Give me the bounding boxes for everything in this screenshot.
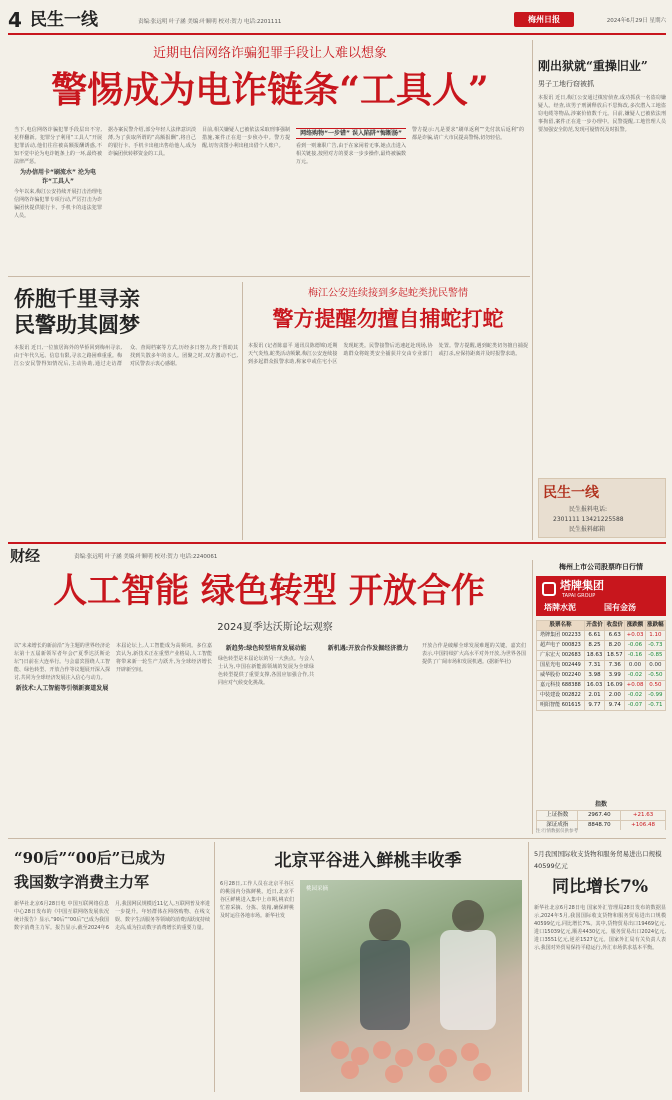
stock-company-en: TAPAI GROUP xyxy=(562,593,596,599)
stock-row xyxy=(537,691,666,701)
stock-cell: 8.20 xyxy=(605,641,625,651)
stock-header-cell: 涨跌额 xyxy=(625,621,646,631)
a1-col1b-text: 今年以来,梅江公安持续开展打击治理电信网络诈骗犯罪专项行动,严厉打击为诈骗团伙提供银行卡、手机卡的违法犯罪人员。 xyxy=(14,189,102,219)
stock-cell: 中装建设 002822 xyxy=(537,691,585,701)
section-title: 民生一线 xyxy=(30,10,98,30)
side-subtitle: 男子工地行窃被抓 xyxy=(538,80,594,88)
stock-header-cell: 股票名称 xyxy=(537,621,585,631)
a2-body xyxy=(14,344,238,536)
a1-col2 xyxy=(108,126,196,266)
a6-photo xyxy=(300,880,522,1092)
index-cell: +21.63 xyxy=(621,811,666,821)
a4-body1: 以“未来增长的新前沿”为主题的世界经济论坛第十五届新领军者年会(“夏季达沃斯论坛”)日前在大连举行。与会嘉宾围绕人工智能、绿色转型、开放合作等议题展开深入探讨,共同为全球经济发展注入信心与动力。 xyxy=(14,643,110,681)
a1-col5-text: 警方提示:凡是要求“刷单返利”“先付款后返利”的都是诈骗,请广大市民提高警惕,切勿轻信。 xyxy=(412,127,524,141)
a1-col3 xyxy=(202,126,290,266)
page-number: 4 xyxy=(8,8,22,32)
a4-subtitle: 2024夏季达沃斯论坛观察 xyxy=(217,622,333,633)
a1-col4-text: 看到一则兼职广告,由于在家闲着无事,她点击进入相关链接,按照对方的要求一步步操作,最终被骗数万元。 xyxy=(296,143,406,165)
stock-cell: 明阳智能 601615 xyxy=(537,701,585,711)
a3-body-text: 本报讯 (记者陈嘉平 通讯员陈德锦)近期天气炎热,蛇类活动频繁,梅江公安连续接到多起群众报警求助,称家中或住宅小区发现蛇类。民警接警后迅速赶赴现场,协助群众将蛇类安全捕获并交由专业部门处置。警方提醒,遇到蛇类切勿擅自捕捉或打杀,应保持距离并及时报警求助。 xyxy=(248,343,528,365)
stock-cell: 18.57 xyxy=(605,651,625,661)
tapai-logo-icon xyxy=(542,582,556,596)
stock-cell: -0.02 xyxy=(625,671,646,681)
a2-headline-line2: 民警助其圆梦 xyxy=(14,312,140,337)
a4-body4: 开放合作是破解全球发展难题的关键。嘉宾们表示,中国持续扩大高水平对外开放,为世界各国提供了广阔市场和发展机遇。(据新华社) xyxy=(422,643,526,665)
a4-col5 xyxy=(422,642,526,818)
stock-title: 梅州上市公司股票昨日行情 xyxy=(559,563,643,571)
stock-divider xyxy=(532,560,533,834)
stock-header-cell: 开盘价 xyxy=(584,621,604,631)
index-label: 指数 xyxy=(594,801,607,808)
stock-row xyxy=(537,681,666,691)
stock-cell: 8.25 xyxy=(584,641,604,651)
a1-col4 xyxy=(296,126,406,266)
a4-col4 xyxy=(320,642,416,818)
paper-logo: 梅州日报 xyxy=(514,12,574,27)
a4-col1 xyxy=(14,642,110,818)
page-header xyxy=(8,8,666,32)
side-body xyxy=(538,94,666,472)
index-cell: 2967.40 xyxy=(578,811,621,821)
stock-table-wrap xyxy=(536,620,666,798)
stock-cell: 0.50 xyxy=(645,681,665,691)
stock-cell: -0.71 xyxy=(645,701,665,711)
stock-cell: 16.09 xyxy=(605,681,625,691)
stock-cell: 6.63 xyxy=(605,631,625,641)
a4-subhead-a: 新技术:人工智能等引领新赛道发展 xyxy=(15,685,109,692)
a4-headline: 人工智能 绿色转型 开放合作 xyxy=(53,571,485,611)
stock-cell: 9.77 xyxy=(584,701,604,711)
ad-line3: 民生报料邮箱 xyxy=(569,526,606,533)
stock-cell: 塔牌集团 002233 xyxy=(537,631,585,641)
stock-cell: 2.01 xyxy=(584,691,604,701)
stock-cell: 3.99 xyxy=(605,671,625,681)
a1-col2-text: 据办案民警介绍,部分年轻人法律意识淡薄,为了获取所谓的“高额报酬”,将自己的银行卡、手机卡出租出售给他人,成为诈骗团伙转移资金的工具。 xyxy=(108,127,196,157)
stock-row xyxy=(537,631,666,641)
stock-cell: 3.98 xyxy=(584,671,604,681)
stock-row xyxy=(537,671,666,681)
stock-slogan-a: 塔牌水泥 xyxy=(544,603,576,612)
stock-cell: 超声电子 000823 xyxy=(537,641,585,651)
ad-title: 民生一线 xyxy=(543,485,599,501)
index-cell: 上证指数 xyxy=(537,811,578,821)
a1-quote: 网络购物“一步错” 误入陷阱“悔断肠” xyxy=(296,128,406,139)
stock-row xyxy=(537,661,666,671)
stock-header-row xyxy=(537,621,666,631)
stock-table xyxy=(536,620,666,711)
a2-headline xyxy=(14,286,164,338)
a2-headline-line1: 侨胞千里寻亲 xyxy=(14,286,140,311)
index-table-wrap xyxy=(536,810,666,830)
a4-col3 xyxy=(218,642,314,818)
a7-divider xyxy=(528,842,529,1092)
side-body-text: 本报讯 近日,梅江公安通过缜密侦查,成功抓获一名盗窃嫌疑人。经查,该男子刑满释放后不思悔改,多次潜入工地盗窃电缆等物品,涉案价值数千元。目前,嫌疑人已被依法刑事拘留,案件正在进一步办理中。民警提醒,工地管理人员要加强安全防范,发现可疑情况及时报警。 xyxy=(538,95,666,133)
a1-subhead: 为办信用卡“刷流水” 沦为电诈“工具人” xyxy=(20,169,96,185)
a1-col1-text: 当下,电信网络诈骗犯罪手段层出不穷,花样翻新。犯罪分子利用“工具人”开展犯罪活动,他们往往被高额报酬诱惑,不知不觉中沦为电诈链条上的一环,最终被法律严惩。 xyxy=(14,127,102,165)
stock-panel xyxy=(536,560,666,836)
ad-line2: 2301111 13421225588 xyxy=(553,516,624,523)
stock-cell: 威华股份 002240 xyxy=(537,671,585,681)
stock-cell: 18.63 xyxy=(584,651,604,661)
finance-rule xyxy=(8,542,666,544)
stock-note: 注:行情数据仅供参考 xyxy=(536,829,579,834)
stock-cell: 1.10 xyxy=(645,631,665,641)
a1-col1 xyxy=(14,126,102,266)
stock-cell: -0.50 xyxy=(645,671,665,681)
stock-cell: 0.00 xyxy=(645,661,665,671)
a7-body xyxy=(534,904,666,1092)
a1-headline: 警惕成为电诈链条“工具人” xyxy=(51,69,489,111)
index-cell: 8848.70 xyxy=(578,821,621,831)
a3-headline: 警方提醒勿擅自捕蛇打蛇 xyxy=(272,306,504,331)
finance-staff: 责编:张远明 叶子涵 美编:叶顺明 校对:贺力 电话:2240061 xyxy=(74,554,218,560)
date-line: 2024年6月29日 星期六 xyxy=(606,18,666,24)
stock-header-cell: 涨跌幅 xyxy=(645,621,665,631)
stock-row xyxy=(537,701,666,711)
index-table xyxy=(536,810,666,830)
stock-cell: 7.36 xyxy=(605,661,625,671)
a3-kicker: 梅江公安连续接到多起蛇类扰民警情 xyxy=(308,288,468,299)
stock-cell: 广东宏大 002683 xyxy=(537,651,585,661)
a5-body xyxy=(14,900,210,1090)
finance-bottom-rule xyxy=(8,838,666,839)
a2-divider xyxy=(242,282,243,540)
a4-body2: 本届论坛上,人工智能成为高频词。多位嘉宾认为,新技术正在重塑产业格局,人工智能将带来新一轮生产力跃升,为全球经济增长开辟新空间。 xyxy=(116,643,212,673)
stock-cell: 嘉元科技 688388 xyxy=(537,681,585,691)
stock-cell: +0.03 xyxy=(625,631,646,641)
a3-body xyxy=(248,342,528,536)
stock-cell: -0.85 xyxy=(645,651,665,661)
stock-row xyxy=(537,641,666,651)
ad-line1: 民生报料电话: xyxy=(569,506,608,513)
side-divider xyxy=(532,40,533,540)
a1-bottom-rule xyxy=(8,276,530,277)
side-title: 刚出狱就“重操旧业” xyxy=(538,59,648,73)
stock-row xyxy=(537,651,666,661)
finance-section: 财经 xyxy=(10,547,41,565)
stock-cell: 9.74 xyxy=(605,701,625,711)
a1-kicker: 近期电信网络诈骗犯罪手段让人难以想象 xyxy=(152,46,387,61)
stock-cell: 国星光电 002449 xyxy=(537,661,585,671)
stock-cell: -0.06 xyxy=(625,641,646,651)
stock-cell: +0.08 xyxy=(625,681,646,691)
staff-line: 责编:张远明 叶子涵 美编:叶顺明 校对:贺力 电话:2201111 xyxy=(138,19,282,25)
stock-cell: -0.02 xyxy=(625,691,646,701)
a6-photo-label: 桃园采摘 xyxy=(306,886,329,892)
a7-kicker: 5月我国国际收支货物和服务贸易进出口规模40599亿元 xyxy=(534,850,662,870)
stock-cell: -0.99 xyxy=(645,691,665,701)
a4-subhead-c: 新机遇:开放合作发掘经济潜力 xyxy=(327,645,409,652)
stock-cell: -0.16 xyxy=(625,651,646,661)
stock-body xyxy=(537,631,666,711)
peach-icon xyxy=(300,880,522,1092)
stock-cell: 7.31 xyxy=(584,661,604,671)
a6-caption xyxy=(220,880,294,1092)
a6-caption-text: 6月28日,工作人员在北京平谷区的桃园内分拣鲜桃。近日,北京平谷区鲜桃进入集中上市期,桃农们忙着采摘、分拣、装箱,确保鲜桃及时运往各地市场。新华社发 xyxy=(220,881,294,919)
stock-cell: 16.03 xyxy=(584,681,604,691)
a1-col3-text: 目前,相关嫌疑人已被依法采取刑事强制措施,案件正在进一步侦办中。警方提醒,切勿贪图小利出租出借个人账户。 xyxy=(202,127,290,149)
a2-body-text: 本报讯 近日,一位旅居海外的华侨回到梅州寻亲,由于年代久远、信息有限,寻亲之路困难重重。梅江公安民警得知情况后,主动协助,通过走访群众、查阅档案等方式,历经多日努力,终于帮助其找到失散多年的亲人。团聚之时,双方激动不已,对民警表示衷心感谢。 xyxy=(14,345,238,367)
a5-headline-line2: 我国数字消费主力军 xyxy=(14,873,150,891)
index-cell: +106.48 xyxy=(621,821,666,831)
a5-body-text: 新华社北京6月28日电 中国互联网络信息中心28日发布的《中国互联网络发展状况统计报告》显示,“90后”“00后”已成为我国数字消费主力军。报告显示,截至2024年6月,我国网民规模近11亿人,互联网普及率进一步提升。年轻群体在网络购物、在线文娱、数字生活服务等领域的消费活跃度持续走高,成为拉动数字消费增长的重要力量。 xyxy=(14,901,210,931)
stock-banner xyxy=(536,576,666,616)
a7-headline: 同比增长7% xyxy=(552,877,648,897)
a5-headline-line1: “90后”“00后”已成为 xyxy=(14,849,166,867)
a4-col2 xyxy=(116,642,212,818)
stock-cell: 6.61 xyxy=(584,631,604,641)
index-cell: 深证成指 xyxy=(537,821,578,831)
a4-subhead-b: 新趋势:绿色转型培育发展动能 xyxy=(225,645,307,652)
stock-cell: 2.00 xyxy=(605,691,625,701)
stock-cell: -0.73 xyxy=(645,641,665,651)
stock-cell: -0.07 xyxy=(625,701,646,711)
index-row xyxy=(537,811,666,821)
a5-divider xyxy=(214,842,215,1092)
a5-headline xyxy=(14,846,210,896)
stock-cell: 0.00 xyxy=(625,661,646,671)
stock-header-cell: 收盘价 xyxy=(605,621,625,631)
a4-body3: 绿色转型是本届论坛的另一大焦点。与会人士认为,中国在新能源领域的发展为全球绿色转型提供了重要支撑,各国应加强合作,共同应对气候变化挑战。 xyxy=(218,656,314,686)
stock-company: 塔牌集团 xyxy=(560,579,604,592)
hotline-ad xyxy=(538,478,666,538)
a7-body-text: 新华社北京6月28日电 国家外汇管理局28日发布的数据显示,2024年5月,我国国际收支货物和服务贸易进出口规模40599亿元,同比增长7%。其中,货物贸易出口19469亿元,进口15039亿元,顺差4430亿元。服务贸易出口2024亿元,进口3551亿元,逆差1527亿元。国家外汇局有关负责人表示,我国对外贸易保持平稳运行,外汇市场供求基本平衡。 xyxy=(534,905,666,951)
a1-col5 xyxy=(412,126,524,266)
stock-slogan-b: 国有金汤 xyxy=(604,603,636,612)
header-rule xyxy=(8,33,666,35)
a6-headline: 北京平谷进入鲜桃丰收季 xyxy=(274,851,462,871)
